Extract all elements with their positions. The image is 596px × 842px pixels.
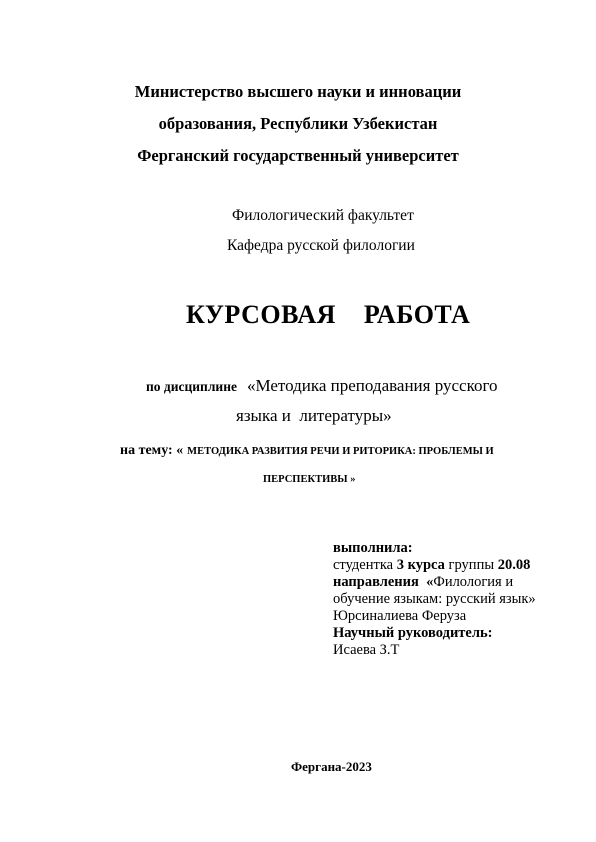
direction-quote-open: « — [418, 574, 434, 590]
direction-label: направления — [333, 574, 419, 590]
topic-line-1 — [120, 441, 494, 459]
group-prefix: группы — [444, 557, 498, 573]
completed-label: выполнила: — [333, 540, 413, 556]
discipline-line-1 — [146, 376, 498, 396]
student-name: Юрсиналиева Феруза — [333, 608, 467, 624]
topic-text-1: МЕТОДИКА РАЗВИТИЯ РЕЧИ И РИТОРИКА: ПРОБЛЕМЫ И — [187, 446, 494, 457]
university-name: Ферганский государственный университет — [137, 146, 459, 165]
ministry-line-1: Министерство высшего науки и инновации — [134, 82, 462, 101]
city-year: Фергана-2023 — [291, 759, 372, 774]
supervisor-name: Исаева З.Т — [333, 642, 400, 658]
ministry-line-2: образования, Республики Узбекистан — [158, 114, 438, 133]
student-prefix: студентка — [333, 557, 397, 573]
department-name: Кафедра русской филологии — [227, 237, 415, 254]
discipline-text-2: языка и литературы» — [236, 406, 392, 425]
course-value: 3 курса — [396, 557, 445, 573]
supervisor-label: Научный руководитель: — [333, 625, 493, 641]
group-value: 20.08 — [497, 557, 531, 573]
direction-text: Филология и обучение языкам: русский язык» — [333, 574, 536, 607]
document-title: КУРСОВАЯ РАБОТА — [186, 300, 471, 329]
topic-label: на тему: « — [120, 443, 184, 458]
author-block — [333, 540, 573, 659]
discipline-label: по дисциплине — [146, 379, 237, 394]
faculty-name: Филологический факультет — [232, 207, 414, 224]
discipline-text-1: «Методика преподавания русского — [246, 376, 498, 395]
topic-text-2: ПЕРСПЕКТИВЫ » — [263, 474, 356, 485]
